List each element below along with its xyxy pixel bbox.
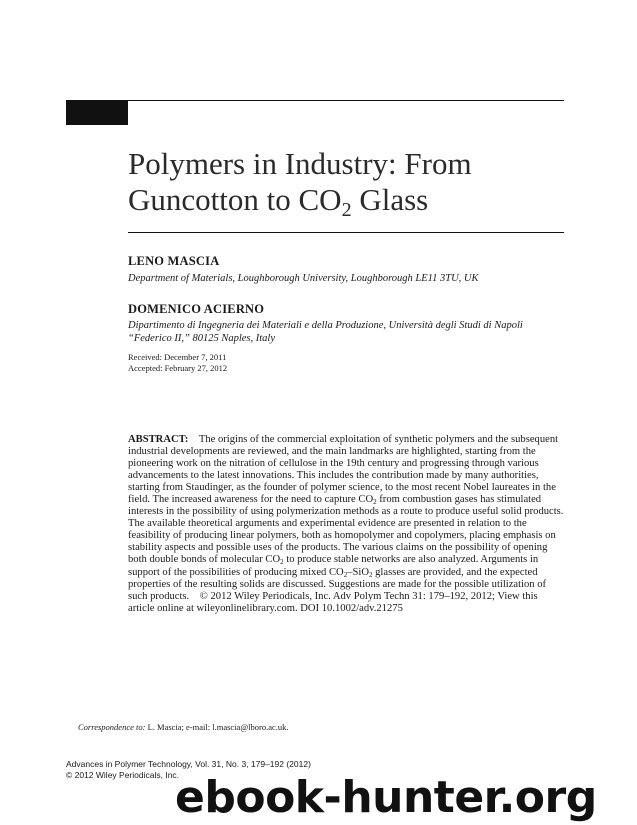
title-line-2-post: Glass (351, 182, 429, 217)
received-date: Received: December 7, 2011 (128, 352, 227, 362)
abstract (128, 434, 566, 615)
header-black-tab (66, 101, 128, 125)
author-affiliation-1: Department of Materials, Loughborough University, Loughborough LE11 3TU, UK (128, 273, 479, 284)
author-name-1: LENO MASCIA (128, 254, 220, 268)
abstract-text-3: to produce stable networks are also analyzed. Arguments in support of the possibilities of producing mixed CO (128, 554, 539, 578)
journal-citation: Advances in Polymer Technology, Vol. 31, No. 3, 179–192 (2012) (66, 759, 311, 769)
abstract-text-1: The origins of the commercial exploitation of synthetic polymers and the subsequent industrial developments are reviewed, and the main landmarks are highlighted, starting from the pioneering work on the nitration of cellulose in the 19th century and progressing through various advancements to the latest innovations. This includes the contribution made by many authorities, starting from Staudinger, as the founder of polymer science, to the most recent Nobel laureates in the field. The increased awareness for the need to capture CO (128, 434, 559, 506)
abstract-copyright: © 2012 Wiley Periodicals, Inc. Adv Polym Techn 31: 179–192, 2012; View this article online at wileyonlinelibrary.com. DOI 10.1002/adv.21275 (128, 590, 538, 614)
watermark-text: ebook-hunter.org (175, 772, 597, 823)
abstract-sub-1: 2 (373, 498, 377, 507)
author-affiliation-2: Dipartimento di Ingegneria dei Materiali e della Produzione, Università degli Studi di Napoli “Federico II,” 80125 Naples, Italy (128, 320, 523, 344)
accepted-date: Accepted: February 27, 2012 (128, 363, 228, 373)
abstract-sub-3: 2 (343, 570, 348, 579)
article-dates (128, 352, 227, 374)
abstract-text-2: from combustion gases has stimulated interests in the possibility of using polymerization methods as a route to produce useful solid products. The available theoretical arguments and experimental evidence are presented in relation to the feasibility of producing linear polymers, both as homopolymer and copolymers, placing emphasis on stability aspects and possible uses of the products. The various claims on the possibility of opening both double bonds of molecular CO (128, 494, 564, 566)
title-line-2-pre: Guncotton to CO (128, 182, 342, 217)
correspondence-text: L. Mascia; e-mail: l.mascia@lboro.ac.uk. (145, 722, 289, 732)
title-subscript: 2 (341, 199, 352, 221)
abstract-label: ABSTRACT: (128, 434, 189, 445)
article-title (128, 146, 568, 221)
footer-copyright: © 2012 Wiley Periodicals, Inc. (66, 770, 180, 780)
correspondence-note (78, 722, 289, 732)
author-name-2: DOMENICO ACIERNO (128, 302, 265, 316)
abstract-text-4: –SiO (347, 566, 369, 578)
title-rule (128, 232, 564, 233)
title-line-1: Polymers in Industry: From (128, 146, 472, 181)
abstract-sub-4: 2 (368, 570, 373, 579)
abstract-text-5: glasses are provided, and the expected properties of the resulting solids are discussed. Suggestions are made for the possible utilization of such products. (128, 566, 547, 602)
top-rule (66, 100, 564, 101)
correspondence-label: Correspondence to: (78, 722, 146, 732)
abstract-sub-2: 2 (280, 558, 284, 567)
